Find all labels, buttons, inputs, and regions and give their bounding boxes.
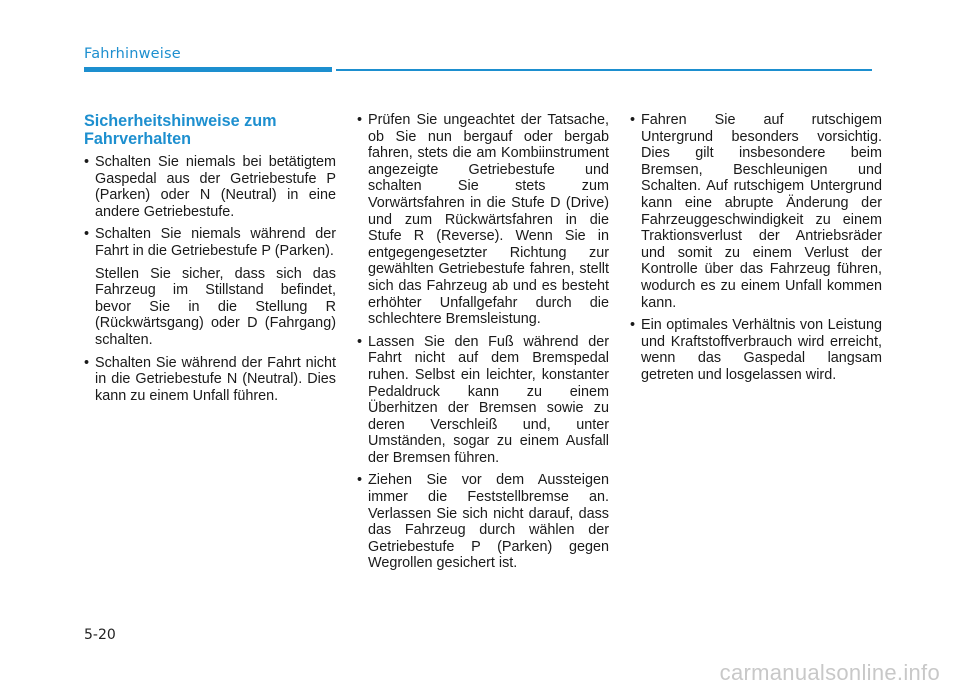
column-3 [630, 112, 882, 390]
bullet-subparagraph: Stellen Sie sicher, dass sich das Fahrzeug im Stillstand befindet, bevor Sie in die Stellung R (Rückwärtsgang) oder D (Fahrgang) schalten. [95, 265, 336, 348]
section-title: Sicherheitshinweise zum Fahrverhalten [84, 112, 277, 148]
bullet-item: • Prüfen Sie ungeachtet der Tatsache, ob Sie nun bergauf oder bergab fahren, stets die am Kombiinstrument angezeigte Getriebestufe und schalten Sie stets zum Vorwärtsfahren in die Stufe D (Drive) und zum Rückwärtsfahren in die Stufe R (Reverse). Wenn Sie in entgegengesetzter Richtung zur gewählten Getriebestufe fahren, stellt sich das Fahrzeug ab und es besteht erhöhter Unfallgefahr durch die schlechtere Bremsleistung. [357, 112, 609, 328]
section-header-label: Fahrhinweise [84, 46, 181, 62]
bullet-item: • Schalten Sie niemals bei betätigtem Gaspedal aus der Getriebestufe P (Parken) oder N (Neutral) in eine andere Getriebestufe. [84, 154, 336, 220]
page-number: 5-20 [84, 627, 116, 643]
bullet-item: • Lassen Sie den Fuß während der Fahrt nicht auf dem Bremspedal ruhen. Selbst ein leichter, konstanter Pedaldruck kann zu einem Überhitzen der Bremsen sowie zu deren Verschleiß und, unter Umständen, sogar zu einem Ausfall der Bremsen führen. [357, 334, 609, 467]
bullet-item: • Ziehen Sie vor dem Aussteigen immer die Feststellbremse an. Verlassen Sie sich nicht darauf, dass das Fahrzeug durch wählen der Getriebestufe P (Parken) gegen Wegrollen gesichert ist. [357, 472, 609, 572]
bullet-item: • Schalten Sie niemals während der Fahrt in die Getriebestufe P (Parken). [84, 226, 336, 259]
bullet-item: • Fahren Sie auf rutschigem Untergrund besonders vorsichtig. Dies gilt insbesondere beim Bremsen, Beschleunigen und Schalten. Auf rutschigem Untergrund kann eine abrupte Änderung der Fahrzeuggeschwindigkeit zu einem Traktionsverlust der Antriebsräder und somit zu einem Verlust der Kontrolle über das Fahrzeug führen, wodurch es zu einem Unfall kommen kann. [630, 112, 882, 311]
header-rule-thin [336, 69, 872, 71]
column-1 [84, 112, 336, 410]
header-rule-thick [84, 67, 332, 72]
watermark: carmanualsonline.info [719, 660, 940, 685]
bullet-item: • Schalten Sie während der Fahrt nicht in die Getriebestufe N (Neutral). Dies kann zu einem Unfall führen. [84, 355, 336, 405]
bullet-item: • Ein optimales Verhältnis von Leistung und Kraftstoffverbrauch wird erreicht, wenn das Gaspedal langsam getreten und losgelassen wird. [630, 317, 882, 383]
column-2 [357, 112, 609, 578]
